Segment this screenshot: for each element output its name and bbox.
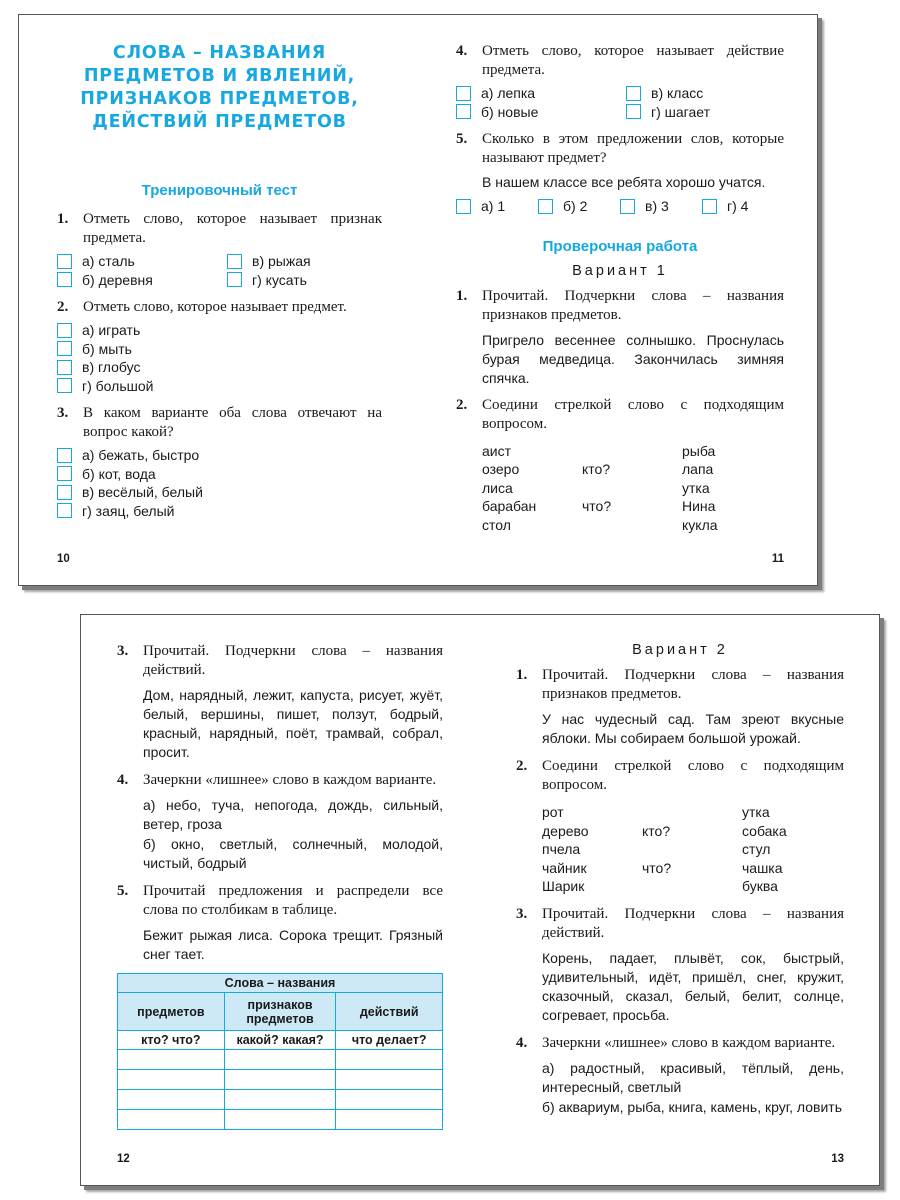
task-option-b: б) аквариум, рыба, книга, камень, круг, ловить	[542, 1098, 842, 1115]
match-word: рыба	[682, 442, 716, 459]
task-number: 2.	[456, 396, 468, 413]
table-cell[interactable]	[118, 1090, 225, 1110]
answer-option[interactable]	[57, 321, 382, 340]
checkbox[interactable]	[626, 86, 641, 101]
task-text: Прочитай. Подчеркни слова – названия действий.	[143, 643, 443, 678]
task-option-a: а) радостный, красивый, тёплый, день, интересный, светлый	[542, 1059, 844, 1095]
checkbox[interactable]	[538, 199, 553, 214]
task-text: Прочитай. Подчеркни слова – названия признаков предметов.	[542, 667, 844, 702]
option-label: а) лепка	[481, 85, 536, 102]
match-word: буква	[742, 878, 778, 894]
checkbox[interactable]	[57, 503, 72, 518]
option-label: г) заяц, белый	[82, 502, 175, 519]
task-body: Корень, падает, плывёт, сок, быстрый, удивительный, идёт, пришёл, снег, кружит, сказочный, сказал, белый, белит, солнце, согревает, просьба.	[542, 949, 844, 1023]
task-1	[456, 287, 784, 325]
column-question: кто? что?	[118, 1031, 225, 1050]
match-word: чайник	[542, 859, 587, 876]
match-word: Нина	[682, 498, 716, 514]
question-2	[57, 298, 382, 317]
table-row	[118, 1110, 443, 1130]
match-word: кукла	[682, 516, 718, 533]
task-number: 1.	[516, 667, 528, 683]
answer-option[interactable]	[57, 483, 382, 502]
task-text: Зачеркни «лишнее» слово в каждом варианте.	[143, 772, 437, 788]
table-row	[118, 1070, 443, 1090]
question-1	[57, 210, 382, 248]
matching-grid	[542, 803, 844, 896]
question-text: Отметь слово, которое называет предмет.	[83, 299, 347, 315]
checkbox[interactable]	[626, 104, 641, 119]
checkbox[interactable]	[57, 378, 72, 393]
option-label: б) кот, вода	[82, 465, 156, 482]
task-number: 3.	[117, 643, 129, 659]
answer-option[interactable]	[57, 358, 382, 377]
question-sentence: В нашем классе все ребята хорошо учатся.	[482, 174, 766, 190]
table-cell[interactable]	[118, 1050, 225, 1070]
question-number: 3.	[57, 405, 69, 421]
question-number: 4.	[456, 43, 468, 59]
task-text: Соедини стрелкой слово с подходящим вопросом.	[542, 758, 844, 793]
match-word: утка	[682, 479, 710, 496]
match-word: дерево	[542, 822, 589, 839]
question-text: Отметь слово, которое называет признак предмета.	[83, 211, 382, 246]
option-label: в) 3	[645, 198, 669, 215]
answer-option[interactable]	[626, 84, 796, 103]
match-word: стол	[482, 516, 511, 533]
task-3	[516, 905, 844, 943]
answer-option[interactable]	[57, 377, 382, 396]
task-number: 4.	[117, 772, 129, 788]
task-5	[117, 882, 443, 920]
question-4	[456, 42, 784, 80]
match-word: пчела	[542, 841, 581, 857]
page-number: 12	[117, 1153, 130, 1165]
checkbox[interactable]	[57, 323, 72, 338]
answer-option[interactable]	[538, 197, 620, 216]
match-word: чашка	[742, 859, 783, 876]
column-question: какой? какая?	[224, 1031, 336, 1050]
task-2	[516, 757, 844, 795]
option-label: в) класс	[651, 85, 704, 102]
table-cell[interactable]	[336, 1070, 443, 1090]
option-label: б) новые	[481, 103, 539, 120]
table-cell[interactable]	[118, 1110, 225, 1130]
match-question	[582, 442, 682, 461]
page-12	[117, 615, 443, 1187]
answer-option[interactable]	[626, 103, 796, 122]
match-word: рот	[542, 804, 564, 820]
table-header: Слова – названия	[118, 974, 443, 993]
match-word: стул	[742, 841, 771, 857]
answer-option[interactable]	[57, 502, 382, 521]
answer-options	[456, 197, 784, 216]
table-cell[interactable]	[336, 1110, 443, 1130]
table-cell[interactable]	[336, 1050, 443, 1070]
answer-option[interactable]	[456, 84, 626, 103]
match-word: собака	[742, 822, 787, 839]
option-label: в) глобус	[82, 359, 141, 376]
task-text: Соедини стрелкой слово с подходящим вопросом.	[482, 396, 784, 432]
option-label: г) 4	[727, 198, 749, 215]
question-number: 1.	[57, 211, 69, 227]
task-number: 3.	[516, 905, 528, 922]
checkbox[interactable]	[57, 360, 72, 375]
checkbox[interactable]	[456, 199, 471, 214]
question-text: Отметь слово, которое называет действие предмета.	[482, 43, 784, 78]
words-table	[117, 973, 443, 1130]
answer-option[interactable]	[456, 197, 538, 216]
option-label: г) кусать	[252, 271, 307, 288]
task-text: Прочитай. Подчеркни слова – названия признаков предметов.	[482, 287, 784, 323]
option-label: б) деревня	[82, 271, 153, 288]
checkbox[interactable]	[702, 199, 717, 214]
match-word: утка	[742, 804, 770, 820]
table-cell[interactable]	[224, 1050, 336, 1070]
task-text: Прочитай. Подчеркни слова – названия действий.	[542, 905, 844, 941]
section-heading: Тренировочный тест	[141, 182, 298, 199]
answer-option[interactable]	[702, 197, 784, 216]
option-label: а) играть	[82, 322, 141, 339]
task-body: Бежит рыжая лиса. Сорока трещит. Грязный снег тает.	[143, 927, 443, 962]
match-word: барабан	[482, 498, 537, 514]
answer-option[interactable]	[57, 446, 382, 465]
option-label: в) рыжая	[252, 253, 311, 270]
match-word: лиса	[482, 479, 513, 496]
match-word: озеро	[482, 461, 520, 477]
page-number: 11	[771, 553, 784, 565]
section-heading: Проверочная работа	[542, 237, 698, 255]
answer-option[interactable]	[57, 340, 382, 359]
book-spread-pages-12-13	[80, 614, 880, 1186]
answer-option[interactable]	[57, 271, 227, 290]
page-10	[57, 15, 382, 587]
task-number: 4.	[516, 1034, 528, 1051]
question-3	[57, 404, 382, 442]
checkbox[interactable]	[227, 272, 242, 287]
option-label: в) весёлый, белый	[82, 484, 203, 501]
table-cell[interactable]	[118, 1070, 225, 1090]
table-cell[interactable]	[224, 1090, 336, 1110]
task-number: 2.	[516, 758, 528, 774]
chapter-title-line: ДЕЙСТВИЙ ПРЕДМЕТОВ	[92, 112, 347, 132]
table-row	[118, 1090, 443, 1110]
match-question	[582, 516, 682, 535]
table-cell[interactable]	[336, 1090, 443, 1110]
question-5	[456, 130, 784, 168]
column-header: действий	[336, 993, 443, 1031]
answer-option[interactable]	[57, 252, 227, 271]
page-number: 13	[831, 1153, 844, 1165]
table-row	[118, 1050, 443, 1070]
checkbox[interactable]	[57, 254, 72, 269]
answer-options	[57, 321, 382, 395]
option-label: а) бежать, быстро	[82, 447, 200, 464]
match-question: что?	[582, 498, 612, 514]
question-number: 2.	[57, 299, 69, 315]
question-text: В каком варианте оба слова отвечают на вопрос какой?	[83, 405, 382, 440]
option-label: б) мыть	[82, 340, 132, 357]
answer-option[interactable]	[456, 103, 626, 122]
task-text: Зачеркни «лишнее» слово в каждом варианте.	[542, 1034, 836, 1051]
checkbox[interactable]	[57, 341, 72, 356]
table-cell[interactable]	[224, 1110, 336, 1130]
task-text: Прочитай предложения и распредели все слова по столбикам в таблице.	[143, 883, 443, 918]
column-header: признаков предметов	[224, 993, 336, 1031]
matching-grid	[482, 442, 784, 535]
variant-heading: Вариант 1	[572, 262, 668, 279]
checkbox[interactable]	[456, 86, 471, 101]
question-text: Сколько в этом предложении слов, которые называют предмет?	[482, 131, 784, 166]
page-13	[516, 615, 844, 1187]
option-label: б) 2	[563, 198, 588, 215]
task-option-b: б) окно, светлый, солнечный, молодой, чистый, бодрый	[143, 836, 443, 871]
task-body: Дом, нарядный, лежит, капуста, рисует, жуёт, белый, вершины, пишет, ползут, бодрый, красный, нарядный, поёт, трамвай, собрал, просит.	[143, 687, 443, 760]
checkbox[interactable]	[620, 199, 635, 214]
question-number: 5.	[456, 131, 468, 147]
task-2	[456, 396, 784, 434]
match-question	[642, 877, 742, 896]
answer-option[interactable]	[57, 465, 382, 484]
table-cell[interactable]	[224, 1070, 336, 1090]
match-question	[642, 803, 742, 822]
chapter-title-line: ПРЕДМЕТОВ И ЯВЛЕНИЙ,	[83, 66, 356, 86]
checkbox[interactable]	[227, 254, 242, 269]
match-question: кто?	[642, 822, 671, 839]
task-number: 5.	[117, 883, 129, 899]
answer-options	[57, 446, 382, 520]
task-body: У нас чудесный сад. Там зреют вкусные яблоки. Мы собираем большой урожай.	[542, 711, 844, 746]
task-1	[516, 666, 844, 704]
match-word: Шарик	[542, 878, 585, 894]
option-label: а) сталь	[82, 253, 135, 270]
checkbox[interactable]	[456, 104, 471, 119]
task-option-a: а) небо, туча, непогода, дождь, сильный, ветер, гроза	[143, 797, 443, 832]
option-label: а) 1	[481, 198, 506, 215]
option-label: г) шагает	[651, 103, 710, 120]
checkbox[interactable]	[57, 466, 72, 481]
task-4	[516, 1034, 844, 1053]
answer-option[interactable]	[620, 197, 702, 216]
column-header: предметов	[118, 993, 225, 1031]
answer-option[interactable]	[227, 252, 397, 271]
option-label: г) большой	[82, 377, 154, 394]
book-spread-pages-10-11	[18, 14, 818, 586]
match-word: аист	[482, 442, 512, 459]
task-4	[117, 771, 443, 790]
checkbox[interactable]	[57, 272, 72, 287]
chapter-title-line: СЛОВА – НАЗВАНИЯ	[112, 43, 327, 63]
chapter-title	[57, 42, 382, 134]
match-question: что?	[642, 859, 672, 876]
column-question: что делает?	[336, 1031, 443, 1050]
variant-heading: Вариант 2	[632, 642, 728, 658]
task-body: Пригрело весеннее солнышко. Проснулась бурая медведица. Закончилась зимняя спячка.	[482, 331, 784, 386]
match-question	[642, 840, 742, 859]
answer-options	[57, 252, 382, 289]
chapter-title-line: ПРИЗНАКОВ ПРЕДМЕТОВ,	[80, 89, 359, 109]
answer-options	[456, 84, 784, 121]
answer-option[interactable]	[227, 271, 397, 290]
match-question: кто?	[582, 461, 611, 477]
task-3	[117, 642, 443, 680]
page-number: 10	[57, 553, 70, 565]
match-word: лапа	[682, 461, 714, 477]
page-11	[456, 15, 784, 587]
checkbox[interactable]	[57, 485, 72, 500]
task-number: 1.	[456, 287, 468, 304]
checkbox[interactable]	[57, 448, 72, 463]
match-question	[582, 479, 682, 498]
